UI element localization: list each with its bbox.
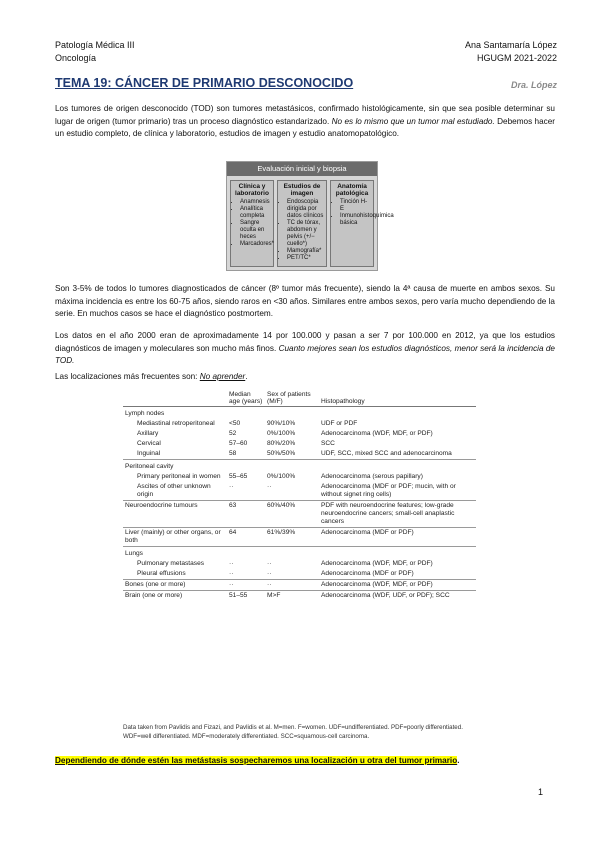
page-title: TEMA 19: CÁNCER DE PRIMARIO DESCONOCIDO: [55, 76, 354, 90]
locations-text: Las localizaciones más frecuentes son:: [55, 372, 200, 381]
table-cell: Adenocarcinoma (MDF or PDF): [319, 528, 476, 547]
table-cell: 57–60: [229, 440, 248, 447]
eval-item: • Inmunohistoquímica básica: [340, 213, 371, 227]
table-row: [123, 407, 476, 420]
table-cell: 64: [227, 528, 265, 547]
incidence-paragraph: [55, 330, 555, 368]
evaluation-title: Evaluación inicial y biopsia: [227, 162, 377, 176]
table-cell: [319, 547, 476, 560]
table-cell: Lungs: [123, 547, 227, 560]
no-aprender-note: No aprender: [199, 372, 246, 381]
table-cell: 52: [229, 430, 237, 437]
table-cell: [319, 460, 476, 473]
table-cell: Lymph nodes: [125, 410, 165, 417]
table-cell: 50%/50%: [267, 450, 296, 457]
table-cell: 58: [229, 450, 237, 457]
table-cell: [227, 460, 265, 473]
table-cell: Adenocarcinoma (WDF, UDF, or PDF); SCC: [319, 591, 476, 602]
eval-item: • PET/TC*: [287, 255, 324, 262]
eval-item: • Marcadores*: [240, 241, 271, 248]
incidence-italic: Cuanto mejores sean los estudios diagnósticos, menor será la incidencia de TOD.: [55, 343, 555, 366]
header-section: Oncología: [55, 53, 97, 63]
intro-paragraph: [55, 103, 555, 141]
table-header-cell: Sex of patients (M/F): [265, 390, 319, 407]
locations-end: .: [245, 372, 248, 381]
eval-item: • Sangre oculta en heces: [240, 220, 271, 241]
table-cell: M>F: [265, 591, 319, 602]
eval-column-heading: Clínica y laboratorio: [235, 183, 269, 197]
table-cell: Neuroendocrine tumours: [123, 501, 227, 528]
table-row: [123, 501, 476, 528]
table-cell: Cervical: [137, 440, 161, 447]
table-row: [123, 547, 476, 560]
table-row: [123, 429, 476, 439]
table-cell: 0%/100%: [267, 430, 296, 437]
table-cell: Adenocarcinoma (WDF, MDF, or PDF): [321, 430, 433, 437]
table-header-row: [123, 390, 476, 407]
table-cell: ··: [265, 580, 319, 591]
table-cell: ··: [267, 570, 272, 577]
table-cell: Axillary: [137, 430, 159, 437]
table-cell: [265, 407, 319, 420]
header-left: [55, 39, 135, 65]
table-cell: [265, 460, 319, 473]
table-cell: [227, 547, 265, 560]
table-cell: Peritoneal cavity: [123, 460, 227, 473]
table-header-cell: Histopathology: [319, 390, 476, 407]
table-cell: ··: [229, 483, 234, 490]
evaluation-figure: [226, 161, 394, 271]
table-cell: Primary peritoneal in women: [137, 473, 221, 480]
epidemiology-paragraph: Son 3-5% de todos lo tumores diagnosticados de cáncer (8º tumor más frecuente), siendo la 4ª causa de muerte en ambos sexos. Su máxima incidencia es entre los 60-75 años, siendo raros en <30 años. Similares entre ambos sexos, pero varía mucho dependiendo de la serie. En muchos casos se hace el diagnóstico postmortem.: [55, 284, 555, 319]
eval-item: • Endoscopia dirigida por datos clínicos: [287, 199, 324, 220]
table-cell: 0%/100%: [267, 473, 296, 480]
intro-text: Los tumores de origen desconocido (TOD) son tumores metastásicos, confirmado histológicamente, sin que sea posible determinar su lugar de origen (tumor primario) tras un proceso diagnóstico estandarizado.: [55, 104, 555, 126]
table-cell: ··: [227, 580, 265, 591]
intro-text-2: Debemos hacer un estudio completo, de clínica y laboratorio, estudios de imagen y estudio anatomopatológico.: [55, 116, 556, 139]
header-subject: Patología Médica III: [55, 40, 135, 50]
highlight-sentence: [55, 756, 459, 765]
table-header-cell: [123, 390, 227, 407]
table-row: [123, 460, 476, 473]
table-cell: SCC: [321, 440, 335, 447]
page-number: 1: [537, 787, 543, 797]
table-cell: 51–55: [227, 591, 265, 602]
eval-column-imaging: [277, 180, 327, 267]
table-cell: Brain (one or more): [123, 591, 227, 602]
highlight-end: .: [457, 756, 460, 765]
table-row: [123, 419, 476, 429]
eval-column-clinical: [230, 180, 274, 267]
table-cell: Mediastinal retroperitoneal: [137, 420, 215, 427]
table-cell: Adenocarcinoma (MDF or PDF; mucin, with or without signet ring cells): [321, 483, 456, 498]
table-note: Data taken from Pavlidis and Fizazi, and Pavlidis et al. M=men. F=women. UDF=undifferentiated. PDF=poorly differentiated. WDF=well differentiated. MDF=moderately differentiated. SCC=squamous-cell carcinoma.: [123, 724, 463, 740]
eval-item: • Analítica completa: [240, 206, 271, 220]
table-cell: Ascites of other unknown origin: [137, 483, 211, 498]
table-cell: Adenocarcinoma (WDF, MDF, or PDF): [319, 580, 476, 591]
header-author: Ana Santamaría López: [464, 40, 557, 50]
table-cell: Pleural effusions: [137, 570, 186, 577]
table-row: [123, 559, 476, 569]
table-row: [123, 569, 476, 580]
table-row: [123, 472, 476, 482]
table-cell: Adenocarcinoma (serous papillary): [321, 473, 423, 480]
table-cell: ··: [267, 483, 272, 490]
eval-item: • Tinción H-E: [340, 199, 371, 213]
eval-column-heading: Anatomía patológica: [335, 183, 369, 197]
table-cell: ··: [267, 560, 272, 567]
eval-item: • Anamnesis: [240, 199, 271, 206]
table-row: [123, 482, 476, 501]
table-cell: PDF with neuroendocrine features; low-grade neuroendocrine cancers; small-cell anaplastic cancers: [319, 501, 476, 528]
intro-italic: No es lo mismo que un tumor mal estudiado.: [331, 116, 495, 126]
table-cell: [227, 407, 265, 420]
table-header-cell: Median age (years): [227, 390, 265, 407]
table-cell: ··: [229, 570, 234, 577]
table-cell: 90%/10%: [267, 420, 296, 427]
table-cell: UDF or PDF: [321, 420, 358, 427]
table-cell: 80%/20%: [267, 440, 296, 447]
table-cell: Adenocarcinoma (WDF, MDF, or PDF): [321, 560, 433, 567]
table-cell: [319, 407, 476, 420]
teacher-name: Dra. López: [510, 80, 557, 90]
table-cell: Liver (mainly) or other organs, or both: [123, 528, 227, 547]
eval-column-heading: Estudios de imagen: [283, 183, 321, 197]
locations-intro: [55, 371, 555, 384]
table-cell: ··: [229, 560, 234, 567]
table-cell: 63: [227, 501, 265, 528]
table-cell: Bones (one or more): [123, 580, 227, 591]
locations-table: [123, 390, 476, 752]
table-cell: <50: [229, 420, 241, 427]
table-row: [123, 449, 476, 460]
table-cell: [265, 547, 319, 560]
incidence-text: Los datos en el año 2000 eran de aproximadamente 14 por 100.000 y pasan a ser 7 por 100.000 en 2012, ya que los estudios diagnósticos de imagen y moleculares son mucho más finos.: [55, 331, 555, 353]
table-cell: 55–65: [229, 473, 248, 480]
table-row: [123, 528, 476, 547]
table-cell: Adenocarcinoma (MDF or PDF): [321, 570, 414, 577]
eval-column-pathology: [330, 180, 394, 267]
table-row: [123, 591, 476, 602]
table-row: [123, 439, 476, 449]
table-cell: 61%/39%: [265, 528, 319, 547]
eval-item: • TC de tórax, abdomen y pelvis (+/− cuello*): [287, 220, 324, 248]
header-institution: HGUGM 2021-2022: [476, 53, 557, 63]
highlight-text: Dependiendo de dónde estén las metástasis sospecharemos una localización u otra del tumor primario: [55, 756, 458, 765]
table-cell: Pulmonary metastases: [137, 560, 205, 567]
table-cell: UDF, SCC, mixed SCC and adenocarcinoma: [321, 450, 452, 457]
eval-item: • Mamografía*: [287, 248, 324, 255]
table-cell: 60%/40%: [265, 501, 319, 528]
table-cell: Inguinal: [137, 450, 161, 457]
table-row: [123, 580, 476, 591]
header-right: [465, 39, 557, 65]
